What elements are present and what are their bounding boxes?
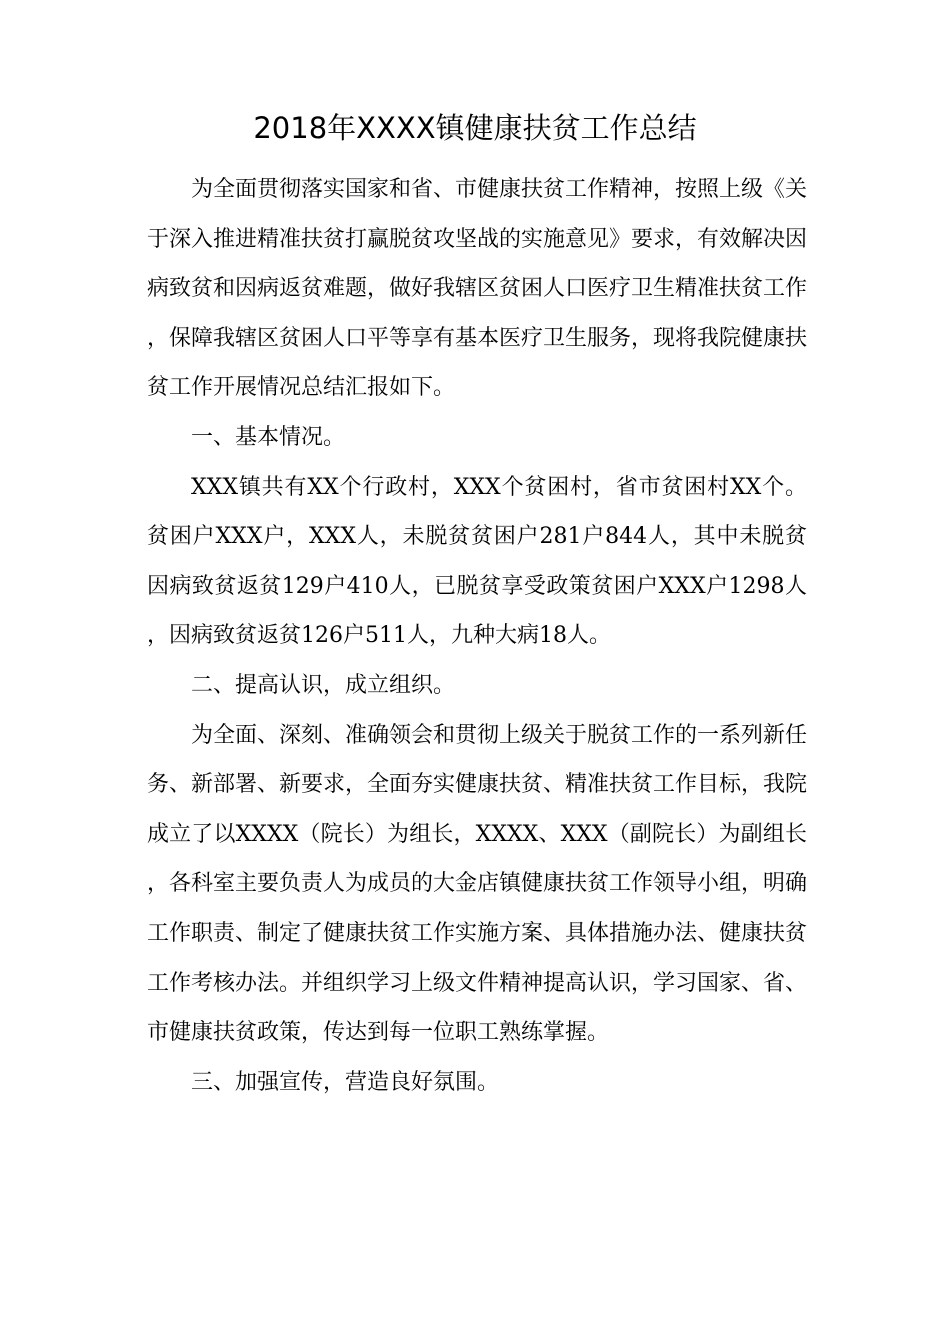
document-body <box>147 165 807 1107</box>
paragraph-organization: 为全面、深刻、准确领会和贯彻上级关于脱贫工作的一系列新任务、新部署、新要求，全面夯实健康扶贫、精准扶贫工作目标，我院成立了以XXXX（院长）为组长，XXXX、XXX（副院长）为副组长，各科室主要负责人为成员的大金店镇健康扶贫工作领导小组，明确工作职责、制定了健康扶贫工作实施方案、具体措施办法、健康扶贫工作考核办法。并组织学习上级文件精神提高认识，学习国家、省、市健康扶贫政策，传达到每一位职工熟练掌握。 <box>147 722 808 1046</box>
section-heading-organization: 二、提高认识，成立组织。 <box>191 672 456 698</box>
paragraph-basic-situation: XXX镇共有XX个行政村，XXX个贫困村，省市贫困村XX个。贫困户XXX户，XXX人，未脱贫贫困户281户844人，其中未脱贫因病致贫返贫129户410人，已脱贫享受政策贫困户XXX户1298人，因病致贫返贫126户511人，九种大病18人。 <box>147 474 807 649</box>
paragraph-intro: 为全面贯彻落实国家和省、市健康扶贫工作精神，按照上级《关于深入推进精准扶贫打赢脱贫攻坚战的实施意见》要求，有效解决因病致贫和因病返贫难题，做好我辖区贫困人口医疗卫生精准扶贫工作，保障我辖区贫困人口平等享有基本医疗卫生服务，现将我院健康扶贫工作开展情况总结汇报如下。 <box>147 177 808 401</box>
document-title: 2018年XXXX镇健康扶贫工作总结 <box>253 111 697 145</box>
section-heading-publicity: 三、加强宣传，营造良好氛围。 <box>191 1069 500 1095</box>
section-heading-basic-situation: 一、基本情况。 <box>191 424 346 450</box>
